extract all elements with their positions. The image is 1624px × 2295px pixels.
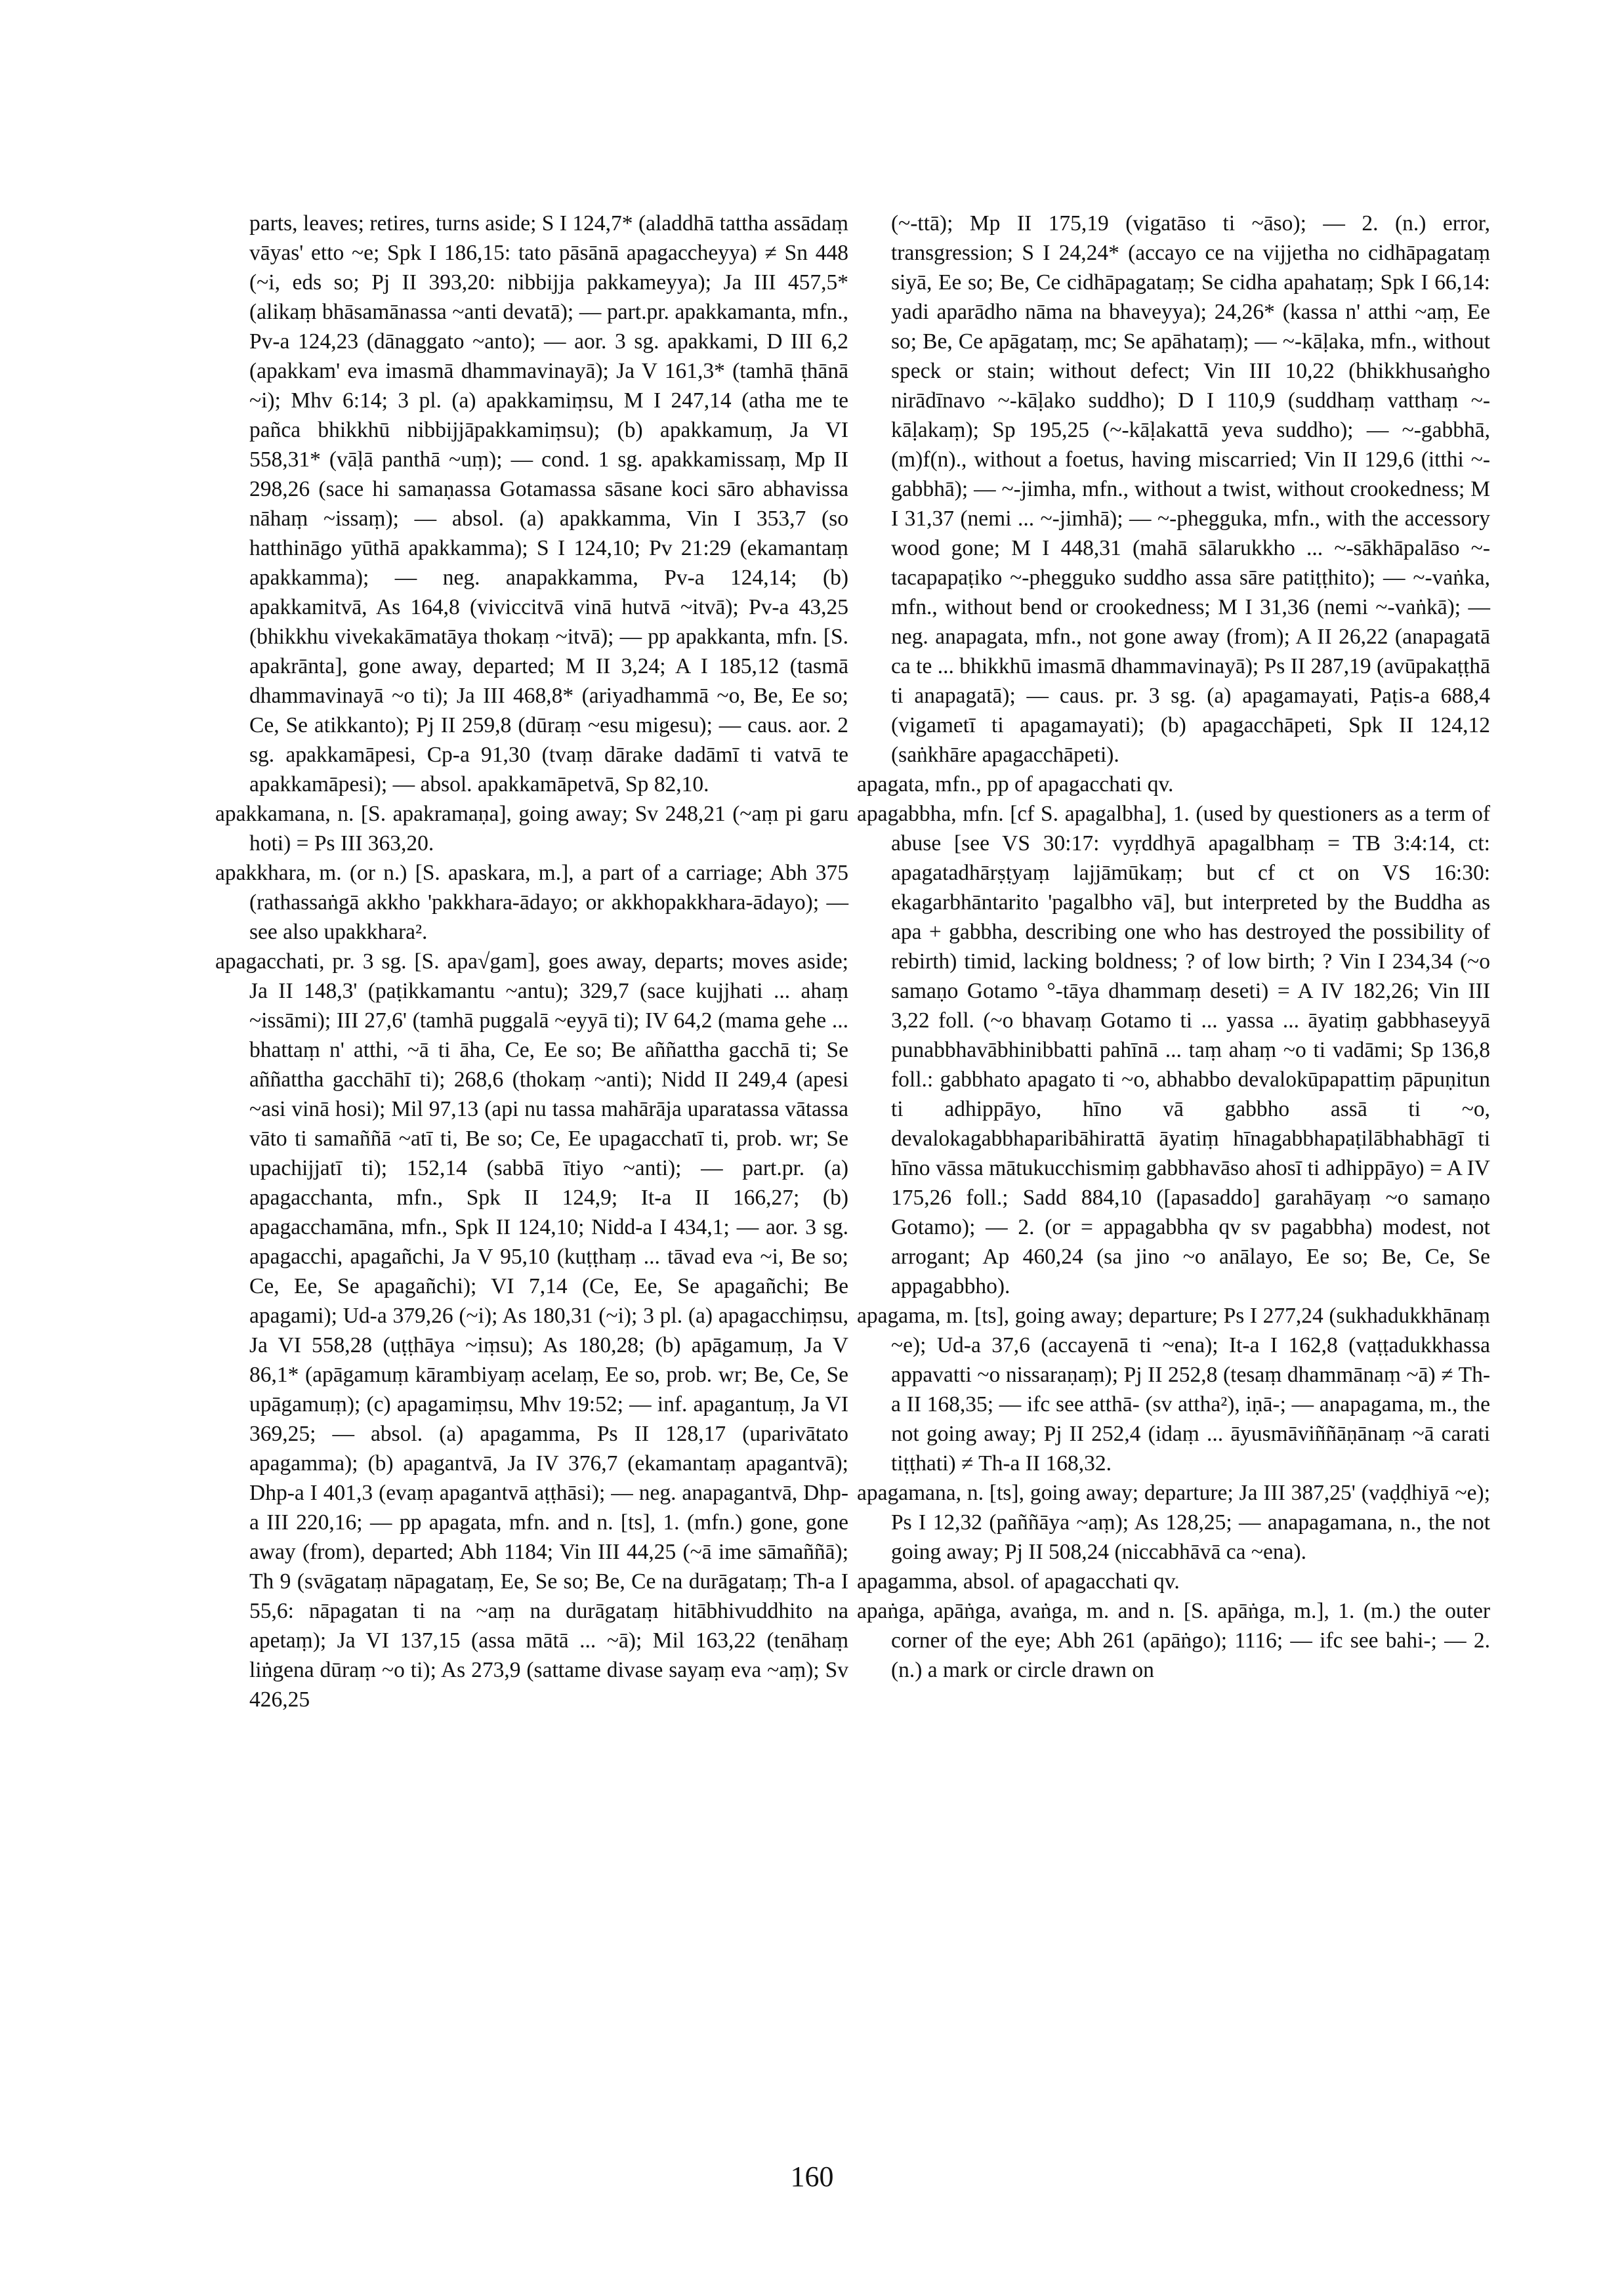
entry-apagacchati: apagacchati, pr. 3 sg. [S. apa√gam], goes away, departs; moves aside; Ja II 148,3' (paṭikkamantu ~antu); 329,7 (sace kujjhati ... ahaṃ ~issāmi); III 27,6' (tamhā puggalā ~eyyā ti); IV 64,2 (mama gehe ... bhattaṃ n' atthi, ~ā ti āha, Ce, Ee so; Be aññattha gacchā ti; Se aññattha gacchāhī ti); 268,6 (thokaṃ ~anti); Nidd II 249,4 (apesi ~asi vinā hosi); Mil 97,13 (api nu tassa mahārāja uparatassa vātassa vāto ti samaññā ~atī ti, Be so; Ce, Ee upagacchatī ti, prob. wr; Se upachijjatī ti); 152,14 (sabbā ītiyo ~anti); — part.pr. (a) apagacchanta, mfn., Spk II 124,9; It-a II 166,27; (b) apagacchamāna, mfn., Spk II 124,10; Nidd-a I 434,1; — aor. 3 sg. apagacchi, apagañchi, Ja V 95,10 (kuṭṭhaṃ ... tāvad eva ~i, Be so; Ce, Ee, Se apagañchi); VI 7,14 (Ce, Ee, Se apagañchi; Be apagami); Ud-a 379,26 (~i); As 180,31 (~i); 3 pl. (a) apagacchiṃsu, Ja VI 558,28 (uṭṭhāya ~iṃsu); As 180,28; (b) apāgamuṃ, Ja V 86,1* (apāgamuṃ kārambiyaṃ acelaṃ, Ee so, prob. wr; Be, Ce, Se upāgamuṃ); (c) apagamiṃsu, Mhv 19:52; — inf. apagantuṃ, Ja VI 369,25; — absol. (a) apagamma, Ps II 128,17 (uparivātato apagamma); (b) apagantvā, Ja IV 376,7 (ekamantaṃ apagantvā); Dhp-a I 401,3 (evaṃ apagantvā aṭṭhāsi); — neg. anapagantvā, Dhp-a III 220,16; — pp apagata, mfn. and n. [ts], 1. (mfn.) gone, gone away (from), departed; Abh 1184; Vin III 44,25 (~ā ime sāmaññā); Th 9 (svāgataṃ nāpagataṃ, Ee, Se so; Be, Ce na durāgataṃ; Th-a I 55,6: nāpagatan ti na ~aṃ na durāgataṃ hitābhivuddhito na apetaṃ); Ja VI 137,15 (assa mātā ... ~ā); Mil 163,22 (tenāhaṃ liṅgena dūraṃ ~o ti); As 273,9 (sattame divase sayaṃ eva ~aṃ); Sv 426,25: [215, 949, 848, 1712]
entry-apanga: apaṅga, apāṅga, avaṅga, m. and n. [S. apāṅga, m.], 1. (m.) the outer corner of the eye; Abh 261 (apāṅgo); 1116; — ifc see bahi-; — 2. (n.) a mark or circle drawn on: [857, 1599, 1490, 1682]
entry-apagabbha: apagabbha, mfn. [cf S. apagalbha], 1. (used by questioners as a term of abuse [see VS 30:17: vyṛddhyā apagalbhaṃ = TB 3:4:14, ct: apagatadhārṣṭyaṃ lajjāmūkaṃ; but cf ct on VS 16:30: ekagarbhāntarito 'pagalbho vā], but interpreted by the Buddha as apa + gabbha, describing one who has destroyed the possibility of rebirth) timid, lacking boldness; ? of low birth; ? Vin I 234,34 (~o samaṇo Gotamo °-tāya dhammaṃ deseti) = A IV 182,26; Vin III 3,22 foll. (~o bhavaṃ Gotamo ti ... yassa ... āyatiṃ gabbhaseyyā punabbhavābhinibbatti pahīnā ... taṃ ahaṃ ~o ti vadāmi; Sp 136,8 foll.: gabbhato apagato ti ~o, abhabbo devalokūpapattiṃ pāpuṇitun ti adhippāyo, hīno vā gabbho assā ti ~o, devalokagabbhaparibāhirattā āyatiṃ hīnagabbhapaṭilābhabhāgī ti hīno vāssa mātukucchismiṃ gabbhavāso ahosī ti adhippāyo) = A IV 175,26 foll.; Sadd 884,10 ([apasaddo] garahāyaṃ ~o samaṇo Gotamo); — 2. (or = appagabbha qv sv pagabbha) modest, not arrogant; Ap 460,24 (sa jino ~o anālayo, Ee so; Be, Ce, Se appagabbho).: [857, 802, 1490, 1298]
entry-apagama: apagama, m. [ts], going away; departure; Ps I 277,24 (sukhadukkhānaṃ ~e); Ud-a 37,6 (accayenā ti ~ena); It-a I 162,8 (vaṭṭadukkhassa appavatti ~o nissaraṇaṃ); Pj II 252,8 (tesaṃ dhammānaṃ ~ā) ≠ Th-a II 168,35; — ifc see atthā- (sv attha²), iṇā-; — anapagama, m., the not going away; Pj II 252,4 (idaṃ ... āyusmāviññāṇānaṃ ~ā carati tiṭṭhati) ≠ Th-a II 168,32.: [857, 1304, 1490, 1476]
left-column: [215, 209, 848, 1714]
page-number: 160: [790, 2161, 834, 2193]
entry-apagamana: apagamana, n. [ts], going away; departure; Ja III 387,25' (vaḍḍhiyā ~e); Ps I 12,32 (paññāya ~aṃ); As 128,25; — anapagamana, n., the not going away; Pj II 508,24 (niccabhāvā ca ~ena).: [857, 1481, 1490, 1564]
left-continuation-text: parts, leaves; retires, turns aside; S I 124,7* (aladdhā tattha assādaṃ vāyas' etto ~e; Spk I 186,15: tato pāsānā apagaccheyya) ≠ Sn 448 (~i, eds so; Pj II 393,20: nibbijja pakkameyya); Ja III 457,5* (alikaṃ bhāsamānassa ~anti devatā); — part.pr. apakkamanta, mfn., Pv-a 124,23 (dānaggato ~anto); — aor. 3 sg. apakkami, D III 6,2 (apakkam' eva imasmā dhammavinayā); Ja V 161,3* (tamhā ṭhānā ~i); Mhv 6:14; 3 pl. (a) apakkamiṃsu, M I 247,14 (atha me te pañca bhikkhū nibbijjāpakkamiṃsu); (b) apakkamuṃ, Ja VI 558,31* (vāḷā panthā ~uṃ); — cond. 1 sg. apakkamissaṃ, Mp II 298,26 (sace hi samaṇassa Gotamassa sāsane koci sāro abhavissa nāhaṃ ~issaṃ); — absol. (a) apakkamma, Vin I 353,7 (so hatthināgo yūthā apakkamma); S I 124,10; Pv 21:29 (ekamantaṃ apakkamma); — neg. anapakkamma, Pv-a 124,14; (b) apakkamitvā, As 164,8 (viviccitvā vinā hutvā ~itvā); Pv-a 43,25 (bhikkhu vivekakāmatāya thokaṃ ~itvā); — pp apakkanta, mfn. [S. apakrānta], gone away, departed; M II 3,24; A I 185,12 (tasmā dhammavinayā ~o ti); Ja III 468,8* (ariyadhammā ~o, Be, Ee so; Ce, Se atikkanto); Pj II 259,8 (dūraṃ ~esu migesu); — caus. aor. 2 sg. apakkamāpesi, Cp-a 91,30 (tvaṃ dārake dadāmī ti vatvā te apakkamāpesi); — absol. apakkamāpetvā, Sp 82,10.: [249, 211, 848, 796]
entry-apagata: apagata, mfn., pp of apagacchati qv.: [857, 772, 1174, 796]
entry-apakkhara: apakkhara, m. (or n.) [S. apaskara, m.], a part of a carriage; Abh 375 (rathassaṅgā akkho 'pakkhara-ādayo; or akkhopakkhara-ādayo); — see also upakkhara².: [215, 861, 848, 944]
entry-apakkamana: apakkamana, n. [S. apakramaṇa], going away; Sv 248,21 (~aṃ pi garu hoti) = Ps III 363,20.: [215, 802, 848, 856]
right-continuation-text: (~-ttā); Mp II 175,19 (vigatāso ti ~āso); — 2. (n.) error, transgression; S I 24,24* (accayo ce na vijjetha no cidhāpagataṃ siyā, Ee so; Be, Ce cidhāpagataṃ; Se cidha apahataṃ; Spk I 66,14: yadi aparādho nāma na bhaveyya); 24,26* (kassa n' atthi ~aṃ, Ee so; Be, Ce apāgataṃ, mc; Se apāhataṃ); — ~-kāḷaka, mfn., without speck or stain; without defect; Vin III 10,22 (bhikkhusaṅgho nirādīnavo ~-kāḷako suddho); D I 110,9 (suddhaṃ vatthaṃ ~-kāḷakaṃ); Sp 195,25 (~-kāḷakattā yeva suddho); — ~-gabbhā, (m)f(n)., without a foetus, having miscarried; Vin II 129,6 (itthi ~-gabbhā); — ~-jimha, mfn., without a twist, without crookedness; M I 31,37 (nemi ... ~-jimhā); — ~-phegguka, mfn., with the accessory wood gone; M I 448,31 (mahā sālarukkho ... ~-sākhāpalāso ~-tacapapaṭiko ~-phegguko suddho assa sāre patiṭṭhito); — ~-vaṅka, mfn., without bend or crookedness; M I 31,36 (nemi ~-vaṅkā); — neg. anapagata, mfn., not gone away (from); A II 26,22 (anapagatā ca te ... bhikkhū imasmā dhammavinayā); Ps II 287,19 (avūpakaṭṭhā ti anapagatā); — caus. pr. 3 sg. (a) apagamayati, Paṭis-a 688,4 (vigametī ti apagamayati); (b) apagacchāpeti, Spk II 124,12 (saṅkhāre apagacchāpeti).: [891, 211, 1490, 767]
entry-apagamma: apagamma, absol. of apagacchati qv.: [857, 1569, 1180, 1594]
right-column: [857, 209, 1490, 1685]
